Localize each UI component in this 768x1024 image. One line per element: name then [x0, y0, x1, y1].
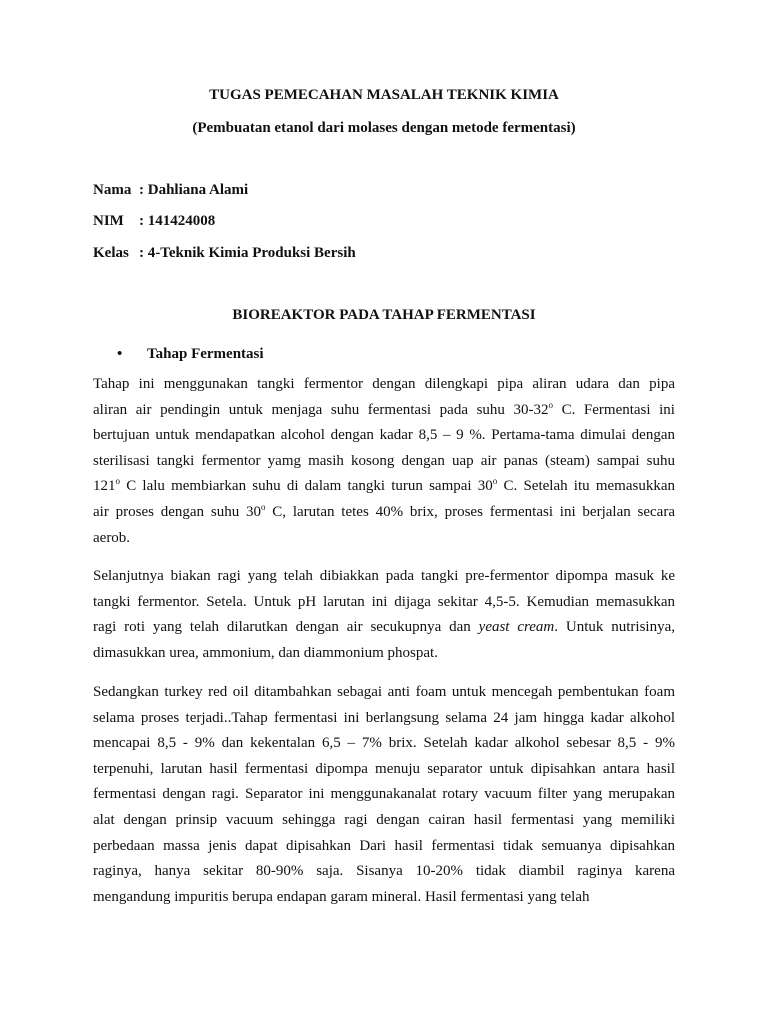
field-nama — [93, 182, 248, 199]
paragraph-line: fermentasi dengan ragi. Separator ini menggunakanalat rotary vacuum filter yang merupakan — [93, 786, 675, 803]
section-title: BIOREAKTOR PADA TAHAP FERMENTASI — [232, 307, 536, 323]
field-nim — [93, 213, 215, 230]
paragraph-line: air proses dengan suhu 30$^o$ C, larutan tetes 40% brix, proses fermentasi ini berjalan secara — [93, 501, 675, 520]
paragraph-line: Sedangkan turkey red oil ditambahkan sebagai anti foam untuk mencegah pembentukan foam — [93, 684, 675, 700]
paragraph-line: ragi roti yang telah dilarutkan dengan air secukupnya dan yeast cream. Untuk nutrisinya, — [93, 619, 676, 636]
paragraph-line: bertujuan untuk mendapatkan alcohol dengan kadar 8,5 – 9 %. Pertama-tama dimulai dengan — [93, 427, 675, 444]
paragraph-line: sterilisasi tangki fermentor yamg masih kosong dengan uap air panas (steam) sampai suhu — [93, 452, 675, 469]
bullet-text: Tahap Fermentasi — [147, 346, 264, 362]
paragraph-line: raginya, hanya sekitar 80-90% saja. Sisanya 10-20% tidak diambil raginya karena — [93, 863, 675, 880]
field-label: Nama — [93, 182, 132, 198]
field-value: : 141424008 — [139, 213, 216, 229]
paragraph-line: mengandung impuritis berupa endapan garam mineral. Hasil fermentasi yang telah — [93, 888, 590, 905]
paragraph-3 — [93, 680, 675, 910]
document-title: TUGAS PEMECAHAN MASALAH TEKNIK KIMIA — [209, 87, 559, 103]
paragraph-1 — [93, 372, 675, 551]
paragraph-line: aerob. — [93, 529, 131, 546]
bullet-icon: • — [117, 346, 123, 362]
paragraph-line: tangki fermentor. Setela. Untuk pH larutan ini dijaga sekitar 4,5-5. Kemudian memasukkan — [93, 593, 675, 610]
paragraph-line: terpenuhi, larutan hasil fermentasi dipompa menuju separator untuk dipisahkan antara hasil — [93, 760, 675, 777]
bullet-item — [117, 346, 264, 363]
field-kelas — [93, 245, 356, 262]
paragraph-line: Tahap ini menggunakan tangki fermentor dengan dilengkapi pipa aliran udara dan pipa — [93, 376, 675, 392]
field-label: NIM — [93, 213, 124, 229]
paragraph-line: selama proses terjadi..Tahap fermentasi ini berlangsung selama 24 jam hingga kadar alkohol — [93, 709, 675, 726]
paragraph-line: 121$^o$ C lalu membiarkan suhu di dalam tangki turun sampai 30$^o$ C. Setelah itu memasukkan — [93, 476, 675, 495]
field-label: Kelas — [93, 245, 129, 261]
paragraph-line: mencapai 8,5 - 9% dan kekentalan 6,5 – 7% brix. Setelah kadar alkohol sebesar 8,5 - 9% — [93, 735, 675, 752]
field-value: : 4-Teknik Kimia Produksi Bersih — [139, 245, 356, 261]
paragraph-line: aliran air pendingin untuk menjaga suhu fermentasi pada suhu 30-32$^o$ C. Fermentasi ini — [93, 399, 675, 418]
paragraph-line: dimasukkan urea, ammonium, dan diammonium phospat. — [93, 644, 438, 661]
paragraph-2 — [93, 564, 675, 666]
paragraph-line: alat dengan prinsip vacuum sehingga ragi dengan cairan hasil fermentasi yang memiliki — [93, 811, 675, 828]
document-subtitle: (Pembuatan etanol dari molases dengan metode fermentasi) — [192, 120, 576, 136]
field-value: : Dahliana Alami — [139, 182, 249, 198]
paragraph-line: Selanjutnya biakan ragi yang telah dibiakkan pada tangki pre-fermentor dipompa masuk ke — [93, 568, 675, 584]
paragraph-line: perbedaan massa jenis dapat dipisahkan Dari hasil fermentasi tidak semuanya dipisahkan — [93, 837, 675, 854]
